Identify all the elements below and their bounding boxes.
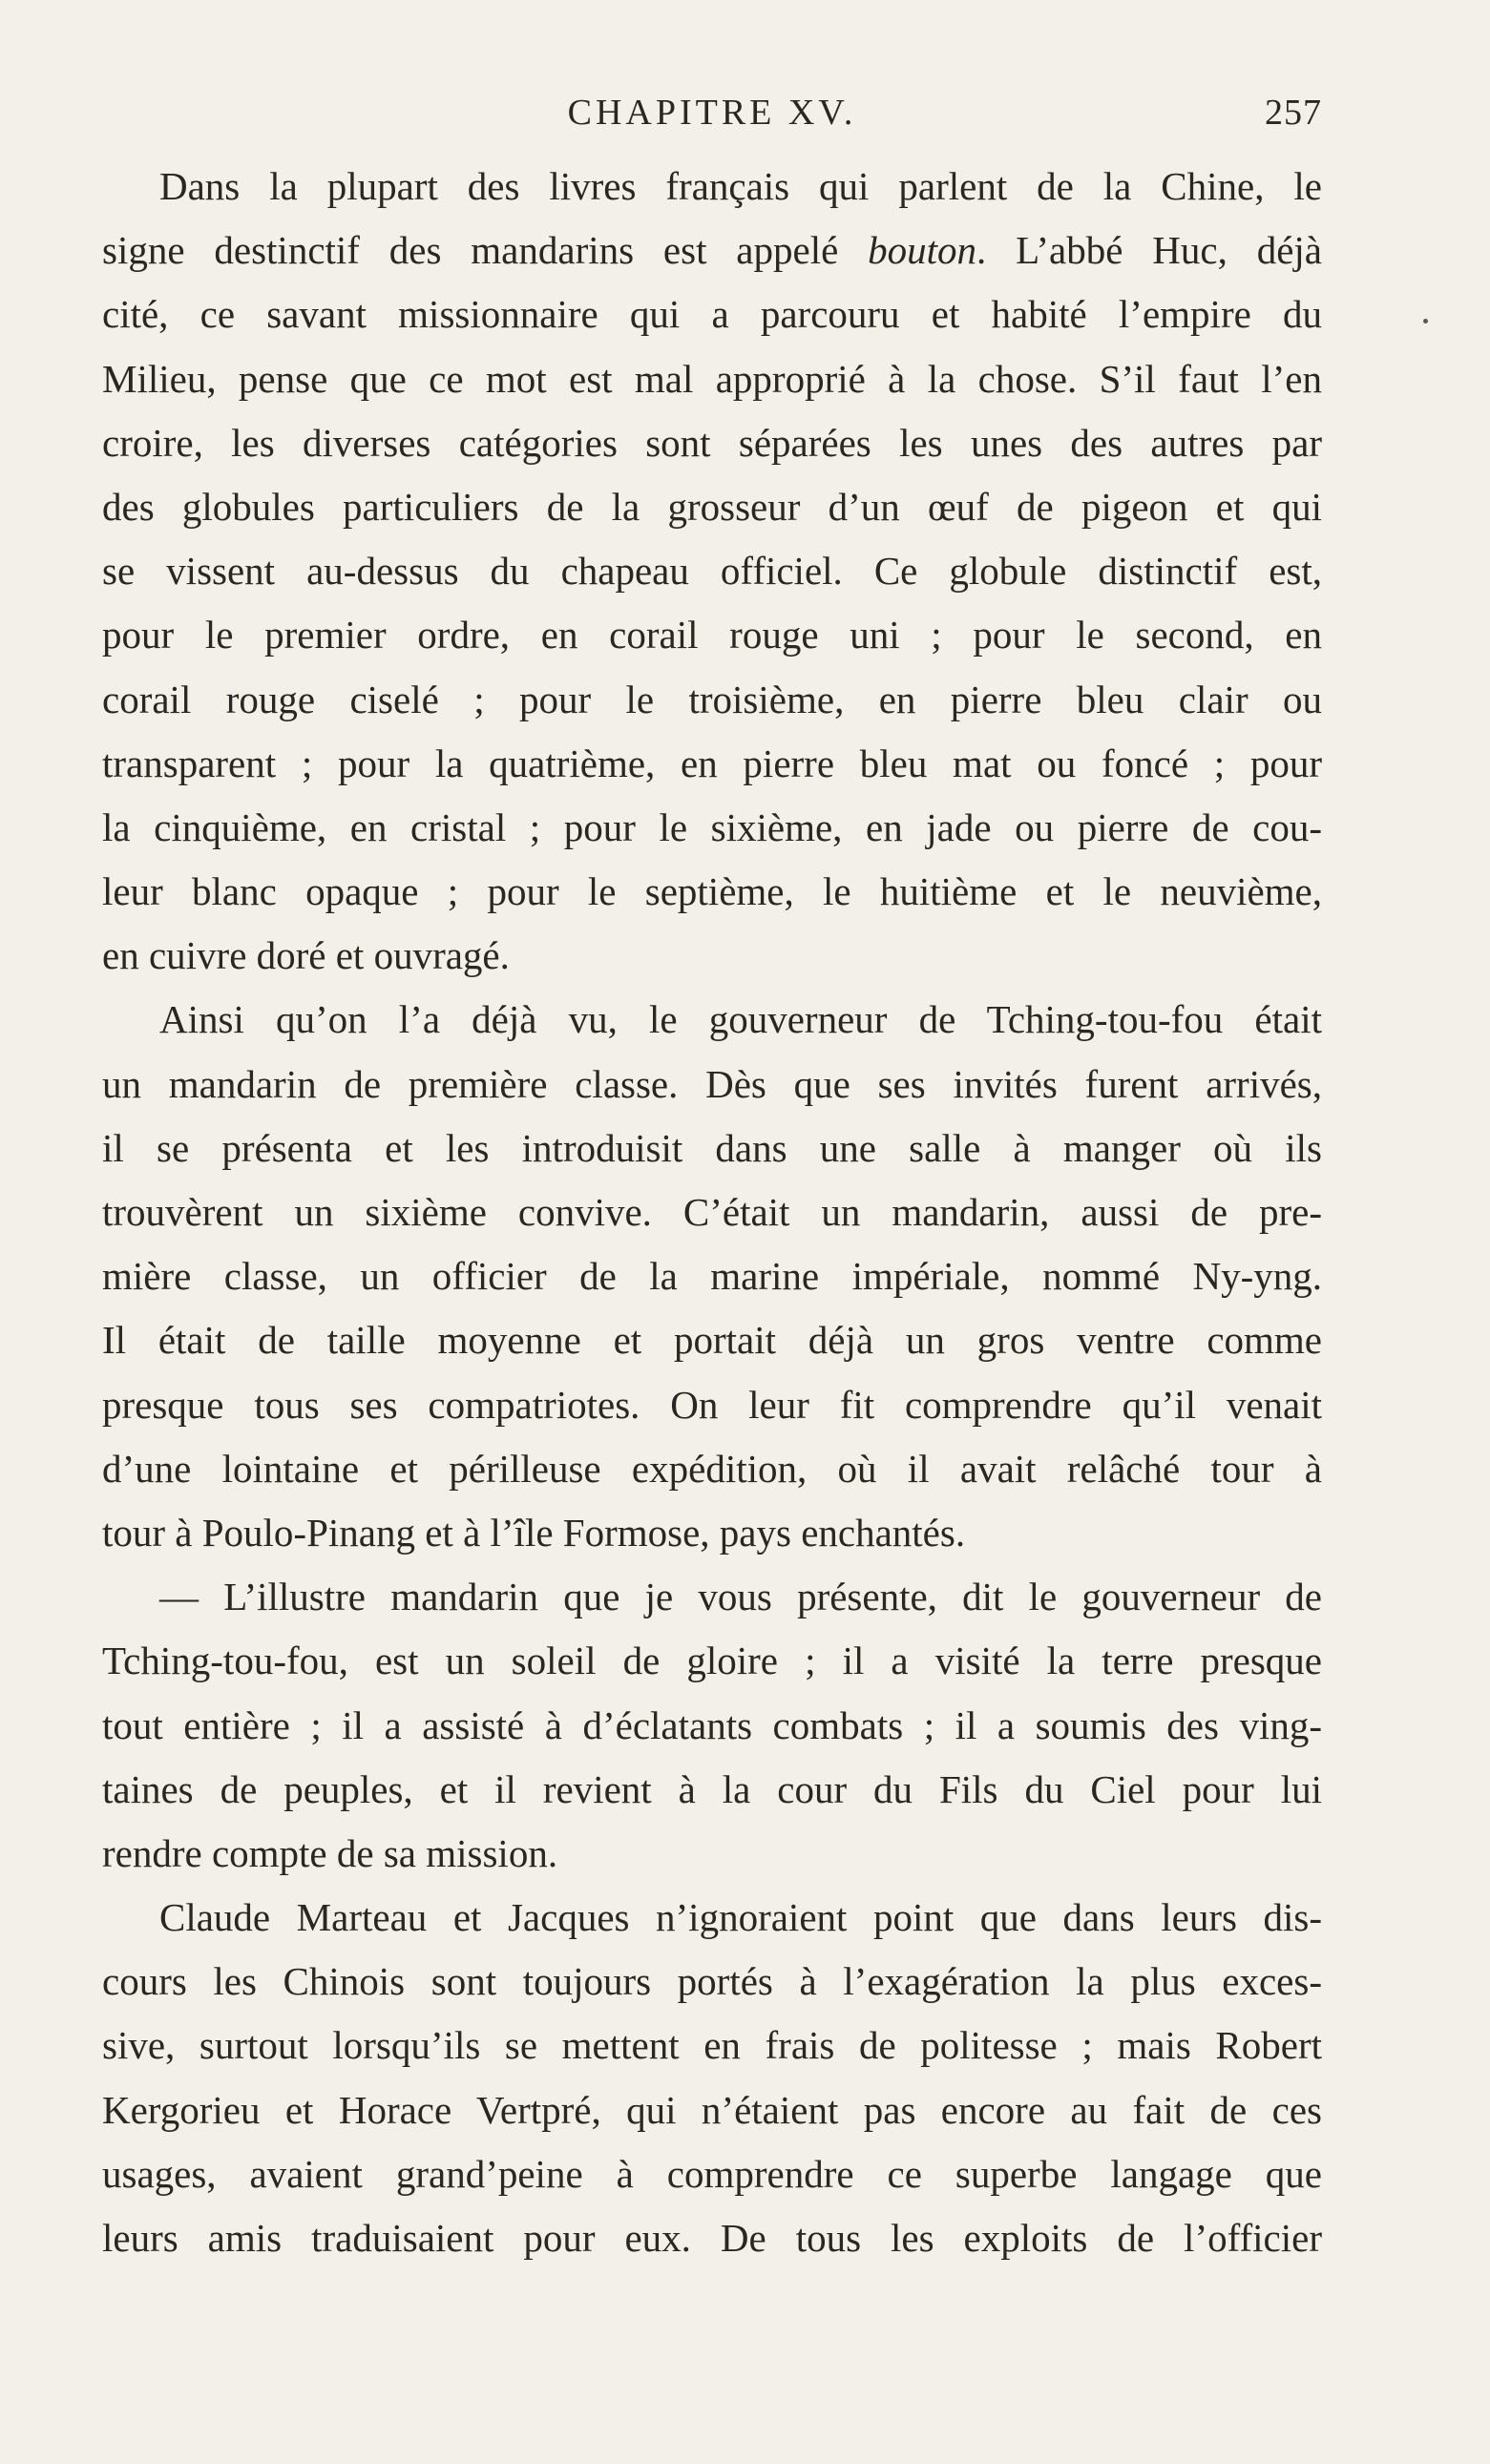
chapter-title: CHAPITRE XV. <box>567 93 857 133</box>
margin-dot <box>1423 319 1428 324</box>
text-line: leurs amis traduisaient pour eux. De tous les exploits de l’officier <box>102 2216 1322 2260</box>
page-number: 257 <box>1265 93 1322 133</box>
text-line: sive, surtout lorsqu’ils se mettent en frais de politesse ; mais Robert <box>102 2023 1322 2068</box>
paragraph-4 <box>102 1886 1322 2270</box>
text-line: Kergorieu et Horace Vertpré, qui n’étaient pas encore au fait de ces <box>102 2087 1322 2132</box>
text-line: pour le premier ordre, en corail rouge uni ; pour le second, en <box>102 613 1322 658</box>
text-line: Il était de taille moyenne et portait déjà un gros ventre comme <box>102 1318 1322 1363</box>
text-line: Tching-tou-fou, est un soleil de gloire ; il a visité la terre presque <box>102 1639 1322 1683</box>
text-line: croire, les diverses catégories sont séparées les unes des autres par <box>102 420 1322 465</box>
text-line: Milieu, pense que ce mot est mal approprié à la chose. S’il faut l’en <box>102 356 1322 401</box>
text-line: des globules particuliers de la grosseur d’un œuf de pigeon et qui <box>102 484 1322 529</box>
text-line: tour à Poulo-Pinang et à l’île Formose, pays enchantés. <box>102 1510 966 1555</box>
text-line: trouvèrent un sixième convive. C’était un mandarin, aussi de pre- <box>102 1190 1322 1234</box>
text-line: usages, avaient grand’peine à comprendre ce superbe langage que <box>102 2151 1322 2196</box>
text-line: Dans la plupart des livres français qui parlent de la Chine, le <box>159 164 1322 208</box>
text-line: — L’illustre mandarin que je vous présente, dit le gouverneur de <box>159 1575 1322 1619</box>
text-line: Ainsi qu’on l’a déjà vu, le gouverneur de Tching-tou-fou était <box>159 997 1322 1042</box>
text-line: mière classe, un officier de la marine impériale, nommé Ny-yng. <box>102 1254 1322 1299</box>
text-line: cours les Chinois sont toujours portés à l’exagération la plus exces- <box>102 1959 1322 2004</box>
text-span: . L’abbé Huc, déjà <box>976 228 1322 273</box>
text-line: rendre compte de sa mission. <box>102 1830 558 1875</box>
text-line: un mandarin de première classe. Dès que ses invités furent arrivés, <box>102 1061 1322 1106</box>
paragraph-2 <box>102 988 1322 1565</box>
text-line: transparent ; pour la quatrième, en pierre bleu mat ou foncé ; pour <box>102 741 1322 785</box>
text-line <box>102 219 1322 282</box>
text-line: il se présenta et les introduisit dans une salle à manger où ils <box>102 1125 1322 1170</box>
text-line: presque tous ses compatriotes. On leur fit comprendre qu’il venait <box>102 1382 1322 1427</box>
text-line: d’une lointaine et périlleuse expédition, où il avait relâché tour à <box>102 1446 1322 1491</box>
body-text <box>102 155 1322 2270</box>
paragraph-1 <box>102 155 1322 988</box>
text-line: en cuivre doré et ouvragé. <box>102 933 510 978</box>
text-line: corail rouge ciselé ; pour le troisième, en pierre bleu clair ou <box>102 677 1322 721</box>
text-line: se vissent au-dessus du chapeau officiel. Ce globule distinctif est, <box>102 549 1322 594</box>
text-line: tout entière ; il a assisté à d’éclatants combats ; il a soumis des ving- <box>102 1702 1322 1747</box>
paragraph-3 <box>102 1565 1322 1886</box>
text-line: cité, ce savant missionnaire qui a parcouru et habité l’empire du <box>102 292 1322 337</box>
text-line: leur blanc opaque ; pour le septième, le huitième et le neuvième, <box>102 869 1322 914</box>
text-line: taines de peuples, et il revient à la cour du Fils du Ciel pour lui <box>102 1766 1322 1811</box>
italic-term: bouton <box>868 228 977 273</box>
text-span: signe destinctif des mandarins est appelé <box>102 228 869 273</box>
text-line: la cinquième, en cristal ; pour le sixième, en jade ou pierre de cou- <box>102 804 1322 849</box>
text-line: Claude Marteau et Jacques n’ignoraient point que dans leurs dis- <box>159 1895 1322 1940</box>
running-head <box>102 92 1322 139</box>
